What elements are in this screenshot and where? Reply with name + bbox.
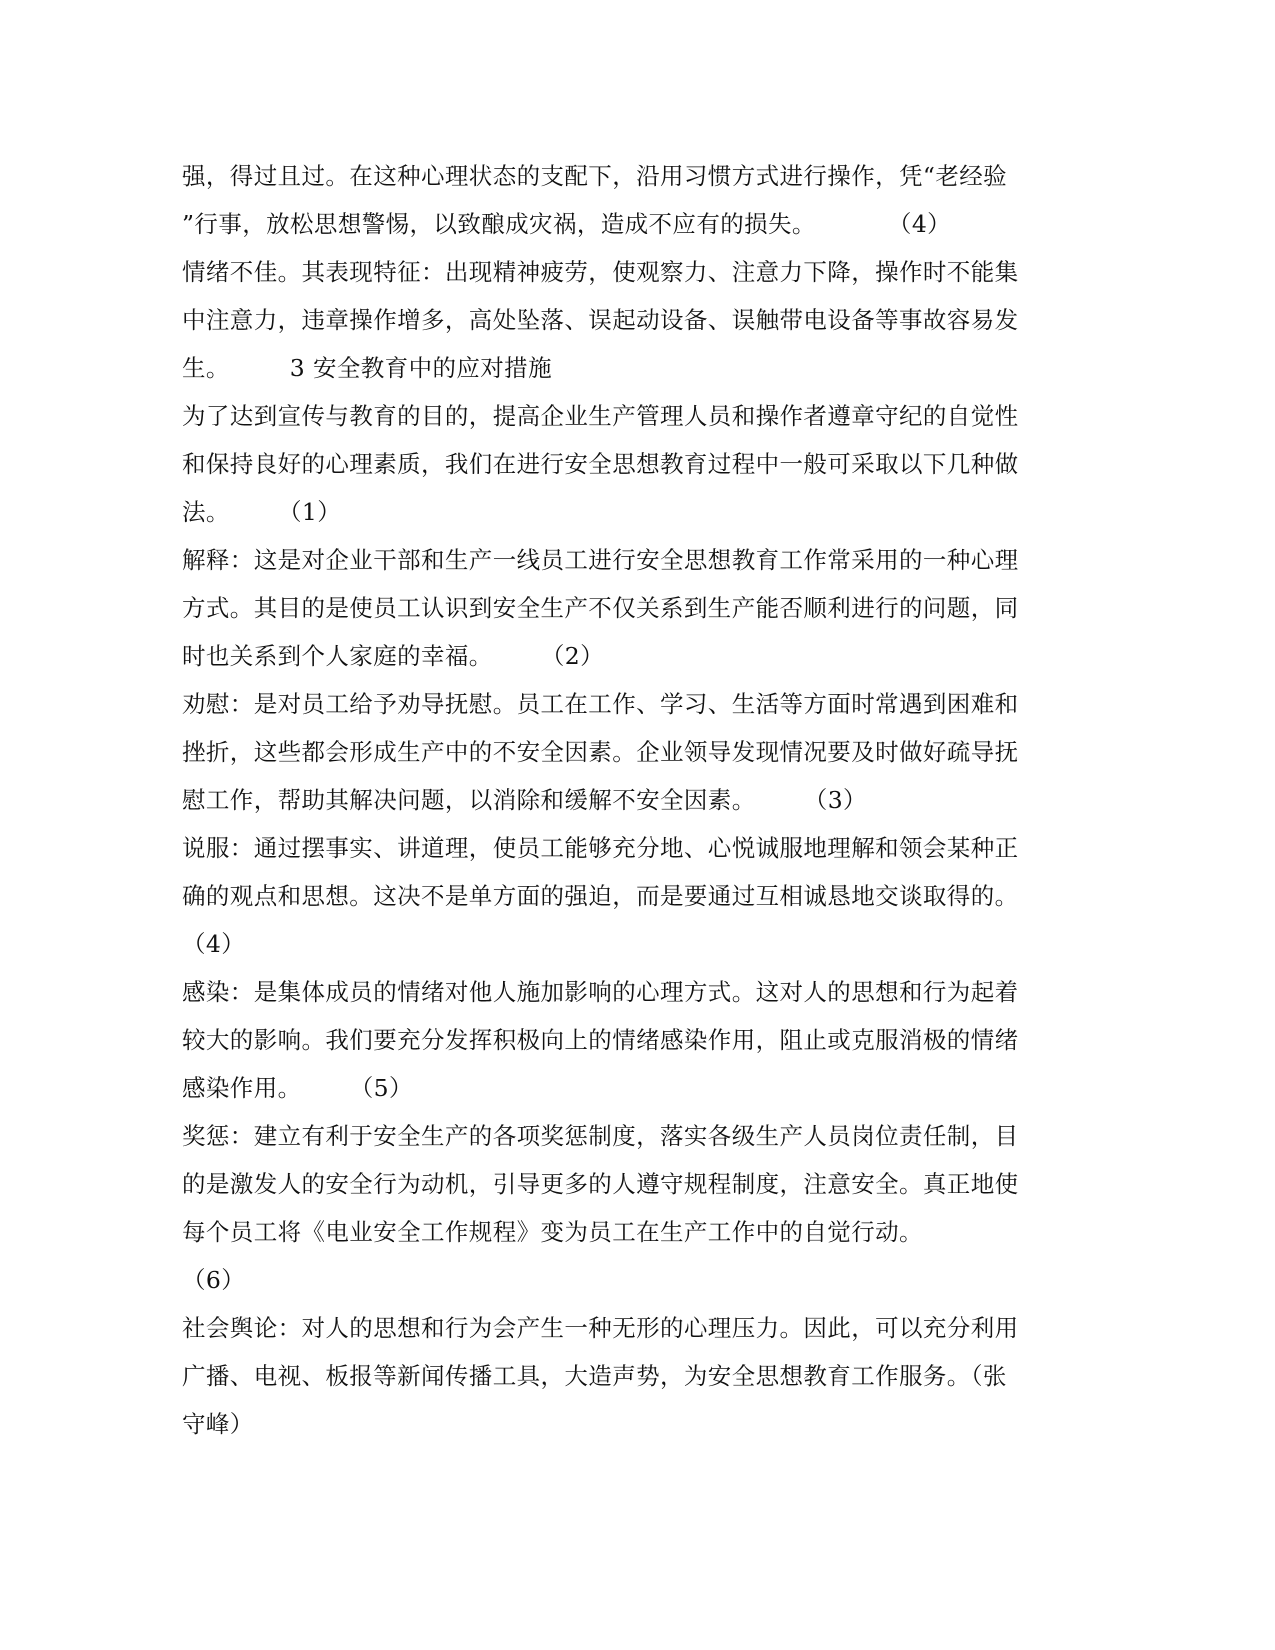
text-line: 奖惩：建立有利于安全生产的各项奖惩制度，落实各级生产人员岗位责任制，目 xyxy=(182,1122,1019,1150)
text-line: 中注意力，违章操作增多，高处坠落、误起动设备、误触带电设备等事故容易发 xyxy=(182,306,1019,334)
text-line: 的是激发人的安全行为动机，引导更多的人遵守规程制度，注意安全。真正地使 xyxy=(182,1170,1019,1198)
text-line: 确的观点和思想。这决不是单方面的强迫，而是要通过互相诚恳地交谈取得的。 xyxy=(182,882,1019,910)
item-number-line: （4） xyxy=(182,930,246,958)
text-line: 感染：是集体成员的情绪对他人施加影响的心理方式。这对人的思想和行为起着 xyxy=(182,978,1019,1006)
item-number-line: （6） xyxy=(182,1266,246,1294)
text-line: 每个员工将《电业安全工作规程》变为员工在生产工作中的自觉行动。 xyxy=(182,1218,923,1246)
text-line: 较大的影响。我们要充分发挥积极向上的情绪感染作用，阻止或克服消极的情绪 xyxy=(182,1026,1019,1054)
text-line: 挫折，这些都会形成生产中的不安全因素。企业领导发现情况要及时做好疏导抚 xyxy=(182,738,1019,766)
text-line: 强，得过且过。在这种心理状态的支配下，沿用习惯方式进行操作，凭“老经验 xyxy=(182,162,1008,190)
text-line: 慰工作，帮助其解决问题，以消除和缓解不安全因素。 （3） xyxy=(182,786,867,814)
text-line: ”行事，放松思想警惕，以致酿成灾祸，造成不应有的损失。 （4） xyxy=(182,210,952,238)
text-line: 广播、电视、板报等新闻传播工具，大造声势，为安全思想教育工作服务。（张 xyxy=(182,1362,1007,1390)
text-line: 说服：通过摆事实、讲道理，使员工能够充分地、心悦诚服地理解和领会某种正 xyxy=(182,834,1019,862)
text-line: 感染作用。 （5） xyxy=(182,1074,413,1102)
text-line: 时也关系到个人家庭的幸福。 （2） xyxy=(182,642,605,670)
text-line: 社会舆论：对人的思想和行为会产生一种无形的心理压力。因此，可以充分利用 xyxy=(182,1314,1019,1342)
text-line: 解释：这是对企业干部和生产一线员工进行安全思想教育工作常采用的一种心理 xyxy=(182,546,1019,574)
text-line: 情绪不佳。其表现特征：出现精神疲劳，使观察力、注意力下降，操作时不能集 xyxy=(182,258,1019,286)
text-line: 劝慰：是对员工给予劝导抚慰。员工在工作、学习、生活等方面时常遇到困难和 xyxy=(182,690,1019,718)
text-line: 方式。其目的是使员工认识到安全生产不仅关系到生产能否顺利进行的问题，同 xyxy=(182,594,1019,622)
text-line: 为了达到宣传与教育的目的，提高企业生产管理人员和操作者遵章守纪的自觉性 xyxy=(182,402,1019,430)
author-line: 守峰） xyxy=(182,1410,254,1438)
text-line: 法。 （1） xyxy=(182,498,342,526)
section-heading-line: 生。 3 安全教育中的应对措施 xyxy=(182,354,552,382)
text-line: 和保持良好的心理素质，我们在进行安全思想教育过程中一般可采取以下几种做 xyxy=(182,450,1019,478)
body-text xyxy=(182,152,1052,1448)
